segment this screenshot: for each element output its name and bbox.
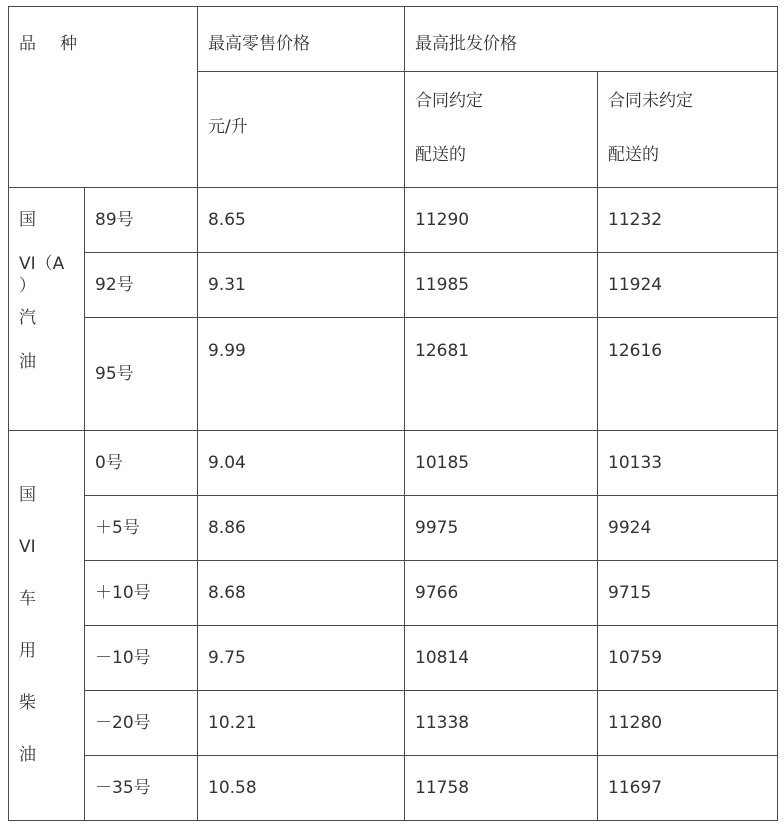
noncontract-cell: 11280 <box>598 691 778 756</box>
fuel-price-table <box>8 6 778 821</box>
table-row <box>9 626 778 691</box>
retail-unit-cell <box>198 72 405 188</box>
table-row <box>9 691 778 756</box>
contract-header-line-1: 合同约定 <box>415 91 483 111</box>
noncontract-cell: 9715 <box>598 561 778 626</box>
noncontract-cell: 10133 <box>598 431 778 496</box>
noncontract-header-line-2: 配送的 <box>608 145 659 165</box>
retail-cell: 9.99 <box>198 318 405 431</box>
contract-cell: 11290 <box>405 188 598 253</box>
diesel-group-label: 国 VI 车 用 柴 油 <box>19 485 36 765</box>
noncontract-cell: 12616 <box>598 318 778 431</box>
noncontract-cell: 11924 <box>598 253 778 318</box>
retail-unit: 元/升 <box>208 117 248 137</box>
grade-cell: －10号 <box>85 626 198 691</box>
variety-header-cell <box>9 7 198 188</box>
header-row-1 <box>9 7 778 72</box>
retail-header-cell <box>198 7 405 72</box>
table-row <box>9 496 778 561</box>
contract-cell: 11338 <box>405 691 598 756</box>
table-row <box>9 253 778 318</box>
retail-cell: 8.68 <box>198 561 405 626</box>
gasoline-group-cell <box>9 188 85 431</box>
table-row <box>9 318 778 431</box>
grade-cell: 89号 <box>85 188 198 253</box>
contract-cell: 12681 <box>405 318 598 431</box>
retail-cell: 8.65 <box>198 188 405 253</box>
grade-cell: 0号 <box>85 431 198 496</box>
retail-price-header: 最高零售价格 <box>208 34 310 54</box>
diesel-group-cell <box>9 431 85 821</box>
grade-cell: ＋10号 <box>85 561 198 626</box>
noncontract-cell: 11232 <box>598 188 778 253</box>
wholesale-header-cell <box>405 7 778 72</box>
contract-cell: 11758 <box>405 756 598 821</box>
noncontract-header-line-1: 合同未约定 <box>608 91 693 111</box>
wholesale-price-header: 最高批发价格 <box>415 34 517 54</box>
retail-cell: 10.21 <box>198 691 405 756</box>
contract-cell: 9766 <box>405 561 598 626</box>
contract-cell: 10185 <box>405 431 598 496</box>
retail-cell: 10.58 <box>198 756 405 821</box>
grade-cell: －35号 <box>85 756 198 821</box>
retail-cell: 8.86 <box>198 496 405 561</box>
table-row <box>9 561 778 626</box>
contract-cell: 11985 <box>405 253 598 318</box>
noncontract-cell: 10759 <box>598 626 778 691</box>
noncontract-cell: 9924 <box>598 496 778 561</box>
variety-char-1: 品 <box>19 34 36 54</box>
variety-header <box>19 7 197 59</box>
grade-cell: －20号 <box>85 691 198 756</box>
grade-cell: 92号 <box>85 253 198 318</box>
variety-char-2: 种 <box>60 34 77 54</box>
contract-cell: 10814 <box>405 626 598 691</box>
table-row <box>9 188 778 253</box>
contract-header-line-2: 配送的 <box>415 145 466 165</box>
retail-cell: 9.31 <box>198 253 405 318</box>
noncontract-header <box>608 72 777 182</box>
table-row <box>9 756 778 821</box>
gasoline-group-label: 国 VI（A ） 汽 油 <box>19 210 65 372</box>
contract-cell: 9975 <box>405 496 598 561</box>
grade-cell: ＋5号 <box>85 496 198 561</box>
retail-cell: 9.75 <box>198 626 405 691</box>
noncontract-cell: 11697 <box>598 756 778 821</box>
noncontract-header-cell <box>598 72 778 188</box>
contract-header <box>415 72 597 182</box>
grade-cell: 95号 <box>85 318 198 431</box>
contract-header-cell <box>405 72 598 188</box>
retail-cell: 9.04 <box>198 431 405 496</box>
table-row <box>9 431 778 496</box>
